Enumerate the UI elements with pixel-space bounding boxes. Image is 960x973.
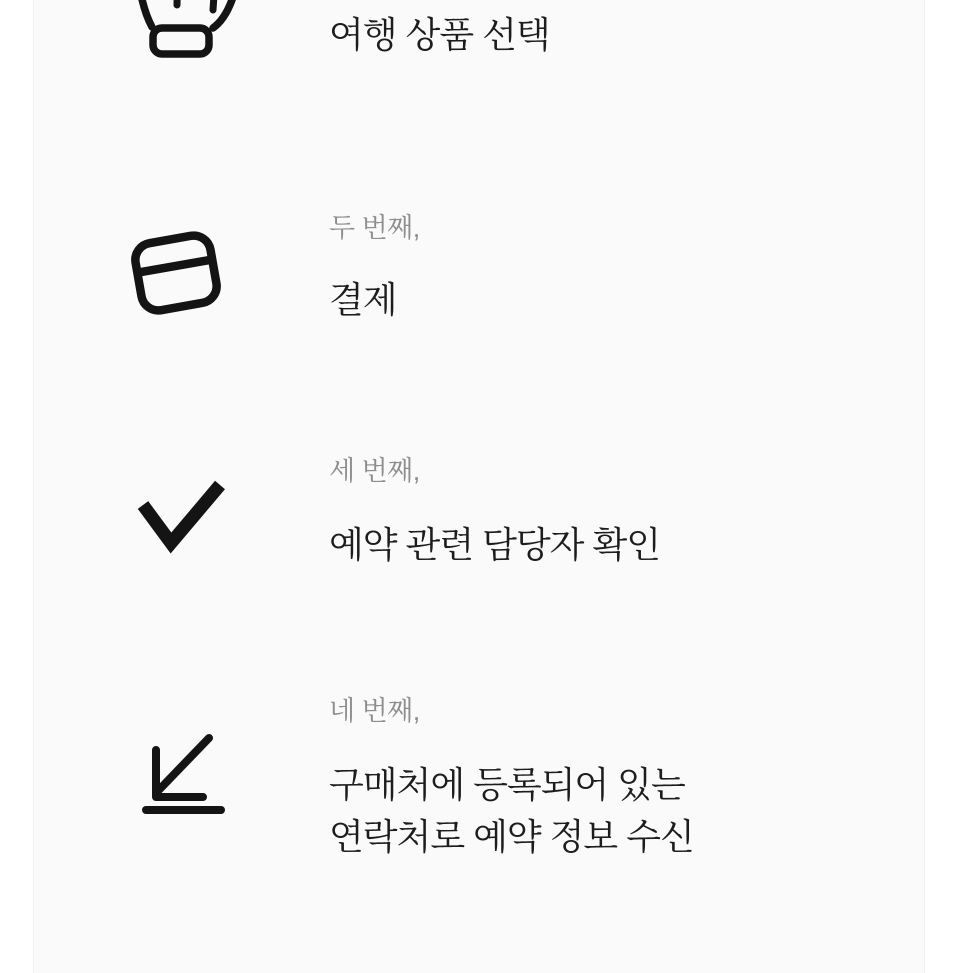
- steps-panel: [33, 0, 925, 973]
- tap-hand-icon: [116, 0, 266, 60]
- step-1-title: 여행 상품 선택: [329, 14, 550, 55]
- step-4-label: 네 번째,: [329, 696, 420, 726]
- check-icon: [133, 479, 233, 559]
- step-3-title: 예약 관련 담당자 확인: [329, 524, 660, 565]
- arrow-down-left-icon: [121, 725, 231, 825]
- step-4-title-line-2: 연락처로 예약 정보 수신: [329, 816, 694, 857]
- step-4-title-line-1: 구매처에 등록되어 있는: [329, 764, 685, 805]
- step-2-label: 두 번째,: [329, 213, 420, 243]
- step-4-title: [329, 759, 694, 863]
- credit-card-icon: [125, 222, 227, 322]
- step-2-title: 결제: [329, 279, 397, 320]
- step-3-label: 세 번째,: [329, 456, 420, 486]
